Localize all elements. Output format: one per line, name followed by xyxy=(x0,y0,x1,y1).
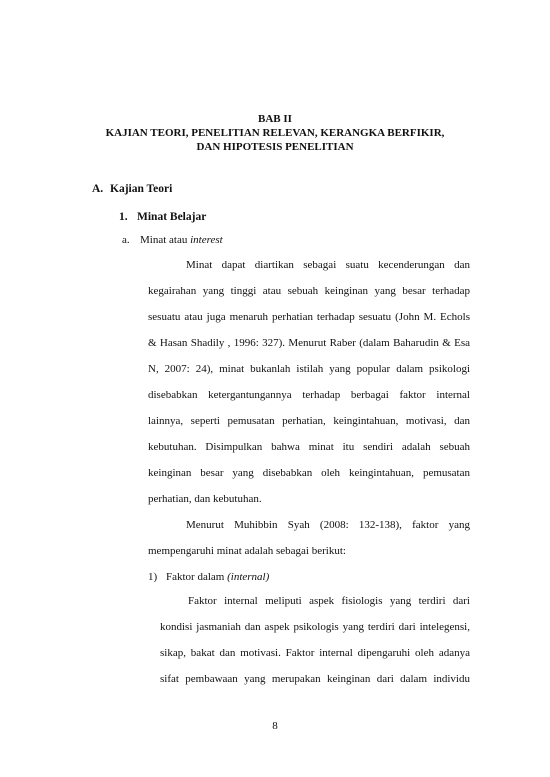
chapter-number: BAB II xyxy=(258,113,292,125)
paragraph-line: N, 2007: 24), minat bukanlah istilah yang popular dalam psikologi xyxy=(148,363,470,375)
paragraph-line: mempengaruhi minat adalah sebagai berikut: xyxy=(148,545,346,557)
paragraph-line: & Hasan Shadily , 1996: 327). Menurut Raber (dalam Baharudin & Esa xyxy=(148,337,470,349)
section-marker: A. xyxy=(92,183,104,195)
section-title: Kajian Teori xyxy=(110,183,173,195)
chapter-title-line-1: KAJIAN TEORI, PENELITIAN RELEVAN, KERANGKA BERFIKIR, xyxy=(105,127,445,139)
paragraph-line: sesuatu atau juga menaruh perhatian terhadap sesuatu (John M. Echols xyxy=(148,311,470,323)
paragraph-line: Menurut Muhibbin Syah (2008: 132-138), faktor yang xyxy=(186,519,470,531)
item-1-heading xyxy=(148,570,269,584)
item-a-text: Minat atau xyxy=(140,234,191,246)
paragraph-line: disebabkan ketergantungannya terhadap berbagai faktor internal xyxy=(148,389,470,401)
page-number: 8 xyxy=(272,720,278,732)
paragraph-line: keinginan besar yang disebabkan oleh keingintahuan, pemusatan xyxy=(148,467,470,479)
item-1-text: Faktor dalam xyxy=(166,571,228,583)
item-1-marker: 1) xyxy=(148,571,158,583)
subsection-title: Minat Belajar xyxy=(137,211,207,223)
paragraph-line: lainnya, seperti pemusatan perhatian, keingintahuan, motivasi, dan xyxy=(148,415,470,427)
item-a-italic: interest xyxy=(190,234,223,246)
paragraph-line: kegairahan yang tinggi atau sebuah keinginan yang besar terhadap xyxy=(148,285,470,297)
paragraph-line: sikap, bakat dan motivasi. Faktor internal dipengaruhi oleh adanya xyxy=(160,647,470,659)
chapter-title-line-2: DAN HIPOTESIS PENELITIAN xyxy=(196,141,354,153)
paragraph-line: perhatian, dan kebutuhan. xyxy=(148,493,262,505)
paragraph-line: kebutuhan. Disimpulkan bahwa minat itu sendiri adalah sebuah xyxy=(148,441,470,453)
subsection-heading xyxy=(119,210,206,224)
paragraph-line: sifat pembawaan yang merupakan keinginan dari dalam individu xyxy=(160,673,470,685)
paragraph-line: Minat dapat diartikan sebagai suatu kecenderungan dan xyxy=(186,259,470,271)
item-1-italic: (internal) xyxy=(227,571,270,583)
paragraph-line: Faktor internal meliputi aspek fisiologis yang terdiri dari xyxy=(188,595,470,607)
item-a-marker: a. xyxy=(122,234,130,246)
item-a-heading xyxy=(122,233,223,247)
subsection-marker: 1. xyxy=(119,211,128,223)
section-heading xyxy=(92,182,172,196)
paragraph-line: kondisi jasmaniah dan aspek psikologis yang terdiri dari intelegensi, xyxy=(160,621,470,633)
